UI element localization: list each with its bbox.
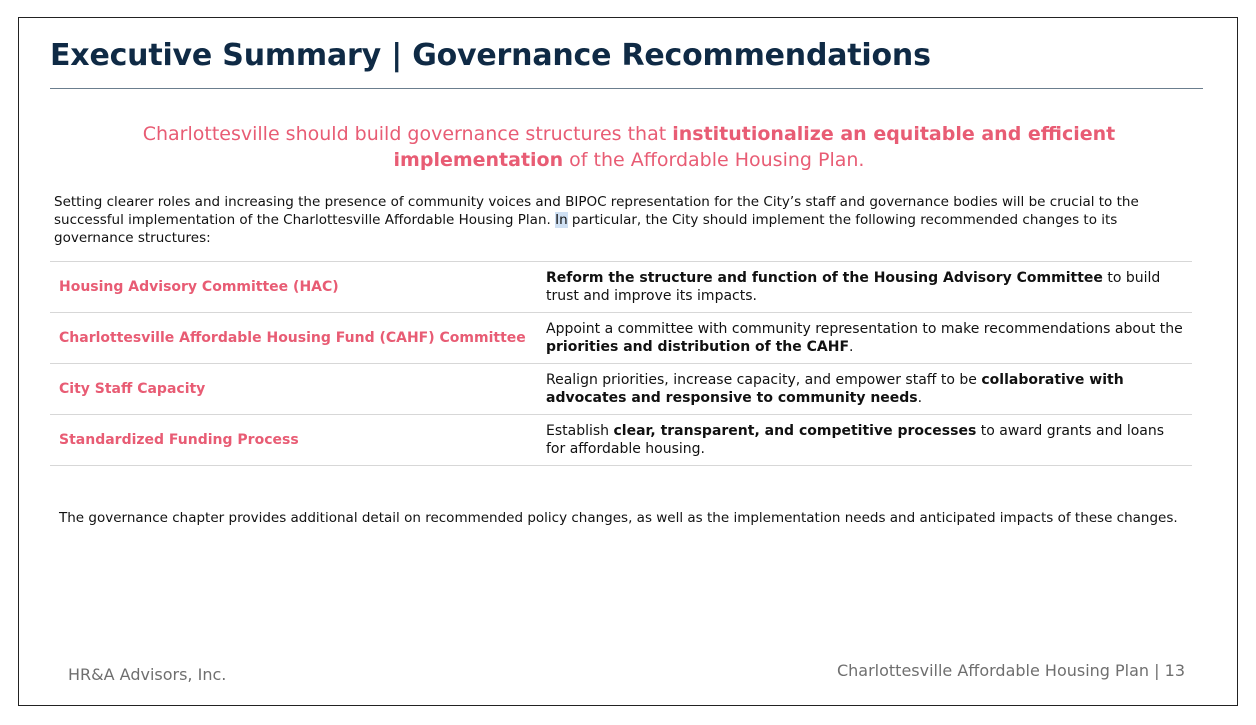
- headline: [99, 121, 1159, 173]
- recommendation-label: City Staff Capacity: [59, 381, 206, 397]
- table-row: [50, 313, 1192, 364]
- headline-text-2: of the Affordable Housing Plan.: [563, 149, 865, 171]
- title-divider: [50, 88, 1203, 89]
- footer-page-info: Charlottesville Affordable Housing Plan | 13: [836, 661, 1185, 680]
- recommendation-label: Standardized Funding Process: [59, 432, 299, 448]
- recommendation-label: Housing Advisory Committee (HAC): [59, 279, 339, 295]
- headline-emphasis: institutionalize an equitable and efficient implementation: [393, 123, 1116, 171]
- recommendation-description: Appoint a committee with community representation to make recommendations about the priorities and distribution of the CAHF.: [546, 321, 1183, 355]
- table-row: [50, 262, 1192, 313]
- recommendation-description: Establish clear, transparent, and competitive processes to award grants and loans for affordable housing.: [546, 423, 1165, 457]
- text-selection-highlight[interactable]: In: [555, 212, 568, 228]
- intro-text-2: particular, the City should implement the following recommended changes to its governance structures:: [54, 212, 1118, 246]
- recommendations-table: [50, 261, 1192, 466]
- page-title: Executive Summary | Governance Recommendations: [50, 38, 931, 73]
- footer-company: HR&A Advisors, Inc.: [68, 665, 227, 684]
- intro-text-1: Setting clearer roles and increasing the presence of community voices and BIPOC representation for the City’s staff and governance bodies will be crucial to the successful implementation of the Charlottesville Affordable Housing Plan.: [54, 194, 1139, 228]
- headline-text-1: Charlottesville should build governance structures that: [142, 123, 673, 145]
- recommendation-description: Reform the structure and function of the Housing Advisory Committee to build trust and improve its impacts.: [546, 270, 1161, 304]
- slide: [18, 17, 1238, 706]
- table-row: [50, 415, 1192, 466]
- recommendation-label: Charlottesville Affordable Housing Fund (CAHF) Committee: [59, 330, 526, 346]
- table-row: [50, 364, 1192, 415]
- recommendation-description: Realign priorities, increase capacity, and empower staff to be collaborative with advocates and responsive to community needs.: [546, 372, 1124, 406]
- closing-paragraph: The governance chapter provides additional detail on recommended policy changes, as well as the implementation needs and anticipated impacts of these changes.: [59, 510, 1178, 526]
- intro-paragraph: [54, 193, 1194, 247]
